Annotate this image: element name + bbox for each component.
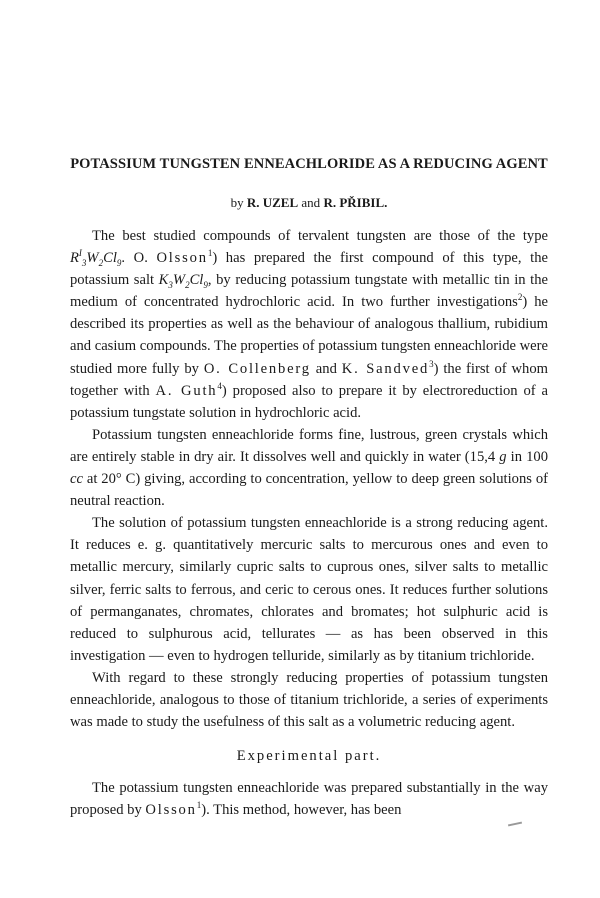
paragraph-introduction — [70, 225, 548, 424]
article-page — [70, 156, 548, 821]
text-run: ) has prepared the first compound of this type, the potassium salt — [70, 250, 549, 289]
text-run: at 20° C) giving, according to concentration, yellow to deep green solutions of neutral reaction. — [70, 471, 548, 510]
formula-symbol: K — [158, 272, 169, 289]
footnote-ref: 1 — [196, 800, 202, 811]
formula-sub: 9 — [203, 280, 208, 291]
formula-symbol: W — [172, 272, 186, 289]
formula-sub: 2 — [185, 280, 190, 291]
scan-mark — [508, 822, 522, 827]
unit: g — [499, 448, 507, 465]
formula-sub: 2 — [98, 258, 104, 268]
footnote-ref: 2 — [517, 292, 523, 303]
formula-general — [70, 250, 121, 266]
author-citation: Olsson — [145, 802, 197, 819]
author-line — [70, 195, 548, 211]
text-run: , by reducing potassium tungstate with metallic tin in the medium of concentrated hydrochloric acid. In two further investigations — [70, 272, 548, 311]
formula-sub: 3 — [81, 258, 87, 268]
text-run: The potassium tungsten enneachloride was prepared substantially in the way proposed by — [70, 780, 548, 819]
formula-sub: 3 — [168, 280, 173, 291]
formula-symbol: R — [70, 250, 79, 267]
text-run: in 100 — [506, 448, 548, 465]
formula-potassium-salt — [158, 272, 208, 291]
footnote-ref: 1 — [207, 248, 213, 259]
author-pribil: R. PŘIBIL. — [323, 195, 388, 210]
article-title: POTASSIUM TUNGSTEN ENNEACHLORIDE AS A REDUCING AGENT — [70, 156, 548, 172]
text-run: ) proposed also to prepare it by electroreduction of a potassium tungstate solution in hydrochloric acid. — [70, 382, 549, 421]
paragraph-reducing-agent: The solution of potassium tungsten enneachloride is a strong reducing agent. It reduces e. g. quantitatively mercuric salts to mercurous ones and even to metallic mercury, similarly cupric salts to cuprous ones, silver salts to metallic silver, ferric salts to ferrous, and ceric to cerous ones. It reduces further solutions of permanganates, chromates, chlorates and bromates; hot sulphuric acid is reduced to sulphurous acid, tellurates — as has been observed in this investigation — even to hydrogen telluride, similarly as by titanium trichloride. — [70, 515, 548, 664]
author-citation: K. Sandved — [341, 360, 430, 377]
formula-sub: 9 — [116, 258, 122, 268]
author-citation: O. Collenberg — [203, 360, 311, 377]
author-uzel: R. UZEL — [246, 195, 299, 210]
formula-sup: I — [78, 248, 82, 259]
text-run: Potassium tungsten enneachloride forms fine, lustrous, green crystals which are entirely stable in dry air. It dissolves well and quickly in water (15,4 — [70, 426, 548, 465]
paragraph-properties — [70, 424, 548, 512]
formula-symbol: Cl — [189, 272, 204, 289]
text-run: and — [310, 360, 342, 377]
author-citation: A. Guth — [155, 382, 218, 399]
formula-symbol: W — [86, 250, 99, 267]
text-run: ) he described its properties as well as the behaviour of analogous thallium, rubidium and casium compounds. The properties of potassium tungsten enneachloride were studied more fully by — [70, 294, 548, 377]
text-run: . O. — [121, 250, 157, 267]
unit: cc — [70, 471, 83, 488]
paragraph-experiments: With regard to these strongly reducing properties of potassium tungsten enneachloride, analogous to those of titanium trichloride, a series of experiments was made to study the usefulness of this salt as a volumetric reducing agent. — [70, 669, 548, 731]
article-body — [70, 225, 548, 821]
text-run: The best studied compounds of tervalent tungsten are those of the type — [92, 228, 548, 244]
paragraph-preparation — [70, 777, 548, 821]
by-word: by — [230, 195, 244, 210]
text-run: ). This method, however, has been — [201, 802, 402, 819]
and-word: and — [301, 195, 321, 210]
footnote-ref: 4 — [217, 380, 222, 391]
section-heading-experimental: Experimental part. — [236, 748, 382, 765]
text-run: ) the first of whom together with — [70, 360, 548, 399]
formula-symbol: Cl — [103, 250, 117, 267]
author-citation: Olsson — [156, 250, 208, 267]
footnote-ref: 3 — [429, 358, 434, 369]
